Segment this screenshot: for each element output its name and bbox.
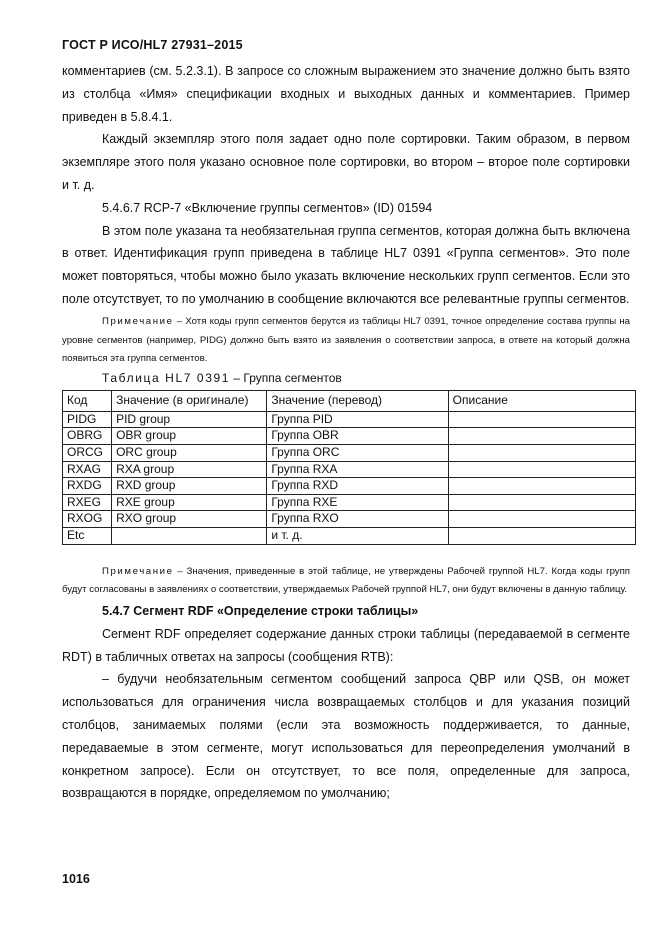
table-row bbox=[63, 527, 636, 544]
cell-translation: Группа RXD bbox=[267, 478, 448, 495]
table-row bbox=[63, 511, 636, 528]
cell-code: RXEG bbox=[63, 494, 112, 511]
header-code: Код bbox=[63, 391, 112, 412]
note-1 bbox=[62, 313, 630, 369]
table-row bbox=[63, 428, 636, 445]
note-2-label: Примечание bbox=[102, 565, 174, 577]
cell-translation: Группа RXA bbox=[267, 461, 448, 478]
page-body bbox=[62, 60, 630, 805]
paragraph-rdf-definition: Сегмент RDF определяет содержание данных строки таблицы (передаваемой в сегменте RDT) в табличных ответах на запросы (сообщения RTB): bbox=[62, 626, 630, 664]
header-value-original: Значение (в оригинале) bbox=[112, 391, 267, 412]
cell-translation: Группа RXO bbox=[267, 511, 448, 528]
cell-original: RXE group bbox=[112, 494, 267, 511]
cell-description bbox=[448, 494, 635, 511]
cell-translation: Группа ORC bbox=[267, 444, 448, 461]
cell-code: OBRG bbox=[63, 428, 112, 445]
cell-translation: и т. д. bbox=[267, 527, 448, 544]
cell-description bbox=[448, 511, 635, 528]
table-row bbox=[63, 478, 636, 495]
note-2-text: – Значения, приведенные в этой таблице, не утверждены Рабочей группой HL7. Когда коды групп будут согласованы в заявлениях о соответствии, утверждаемых Рабочей группой HL7, они будут включены в данную таблицу. bbox=[62, 565, 630, 596]
page-number: 1016 bbox=[62, 872, 90, 886]
table-row bbox=[63, 411, 636, 428]
cell-description bbox=[448, 444, 635, 461]
cell-translation: Группа PID bbox=[267, 411, 448, 428]
cell-original: PID group bbox=[112, 411, 267, 428]
cell-description bbox=[448, 527, 635, 544]
cell-description bbox=[448, 411, 635, 428]
paragraph-sort-field: Каждый экземпляр этого поля задает одно поле сортировки. Таким образом, в первом экземпляре этого поля указано основное поле сортировки, во втором – второе поле сортировки и т. д. bbox=[62, 132, 630, 192]
table-header-row bbox=[63, 391, 636, 412]
cell-description bbox=[448, 478, 635, 495]
table-caption-label: Таблица HL7 0391 bbox=[102, 371, 231, 386]
paragraph-comments: комментариев (см. 5.2.3.1). В запросе со сложным выражением это значение должно быть взято из столбца «Имя» спецификации входных и выходных данных и комментариев. Пример приведен в 5.8.4.1. bbox=[62, 64, 630, 124]
table-row bbox=[63, 444, 636, 461]
table-caption-rest: – Группа сегментов bbox=[230, 371, 342, 386]
cell-original: ORC group bbox=[112, 444, 267, 461]
cell-code: RXDG bbox=[63, 478, 112, 495]
note-1-text: – Хотя коды групп сегментов берутся из таблицы HL7 0391, точное определение состава группы на уровне сегментов (например, PIDG) должно быть взято из заявления о соответствии запроса, в ответе на который должна появиться эта группа сегментов. bbox=[62, 315, 630, 365]
table-caption bbox=[102, 369, 630, 387]
cell-original bbox=[112, 527, 267, 544]
cell-original: RXD group bbox=[112, 478, 267, 495]
cell-code: RXAG bbox=[63, 461, 112, 478]
paragraph-rdf-optional: – будучи необязательным сегментом сообщений запроса QBP или QSB, он может использоваться для ограничения числа возвращаемых столбцов и для указания позиций столбцов, занимаемых полями (если эта возможность поддерживается, то данные, передаваемые в этом сегменте, могут использоваться для переопределения умолчаний в конкретном запросе). Если он отсутствует, то все поля, определенные для запроса, возвращаются в порядке, определяемом по умолчанию; bbox=[62, 672, 630, 801]
section-heading-rdf: 5.4.7 Сегмент RDF «Определение строки таблицы» bbox=[102, 604, 419, 619]
segment-group-table bbox=[62, 390, 636, 544]
note-2 bbox=[62, 563, 630, 601]
paragraph-segment-group: В этом поле указана та необязательная группа сегментов, которая должна быть включена в ответ. Идентификация групп приведена в таблице HL7 0391 «Группа сегментов». Это поле может повторяться, чтобы можно было указать включение нескольких групп сегментов. Если это поле отсутствует, то по умолчанию в сообщение включаются все релевантные группы сегментов. bbox=[62, 223, 630, 306]
cell-original: RXO group bbox=[112, 511, 267, 528]
cell-code: ORCG bbox=[63, 444, 112, 461]
cell-translation: Группа OBR bbox=[267, 428, 448, 445]
table-row bbox=[63, 494, 636, 511]
header-value-translation: Значение (перевод) bbox=[267, 391, 448, 412]
cell-original: RXA group bbox=[112, 461, 267, 478]
subsection-heading-rcp7: 5.4.6.7 RCP-7 «Включение группы сегментов» (ID) 01594 bbox=[102, 200, 433, 215]
header-description: Описание bbox=[448, 391, 635, 412]
cell-description bbox=[448, 461, 635, 478]
cell-translation: Группа RXE bbox=[267, 494, 448, 511]
cell-code: Etc bbox=[63, 527, 112, 544]
cell-code: RXOG bbox=[63, 511, 112, 528]
note-1-label: Примечание bbox=[102, 315, 174, 327]
cell-code: PIDG bbox=[63, 411, 112, 428]
table-row bbox=[63, 461, 636, 478]
standard-header: ГОСТ Р ИСО/HL7 27931–2015 bbox=[62, 38, 243, 52]
cell-description bbox=[448, 428, 635, 445]
cell-original: OBR group bbox=[112, 428, 267, 445]
